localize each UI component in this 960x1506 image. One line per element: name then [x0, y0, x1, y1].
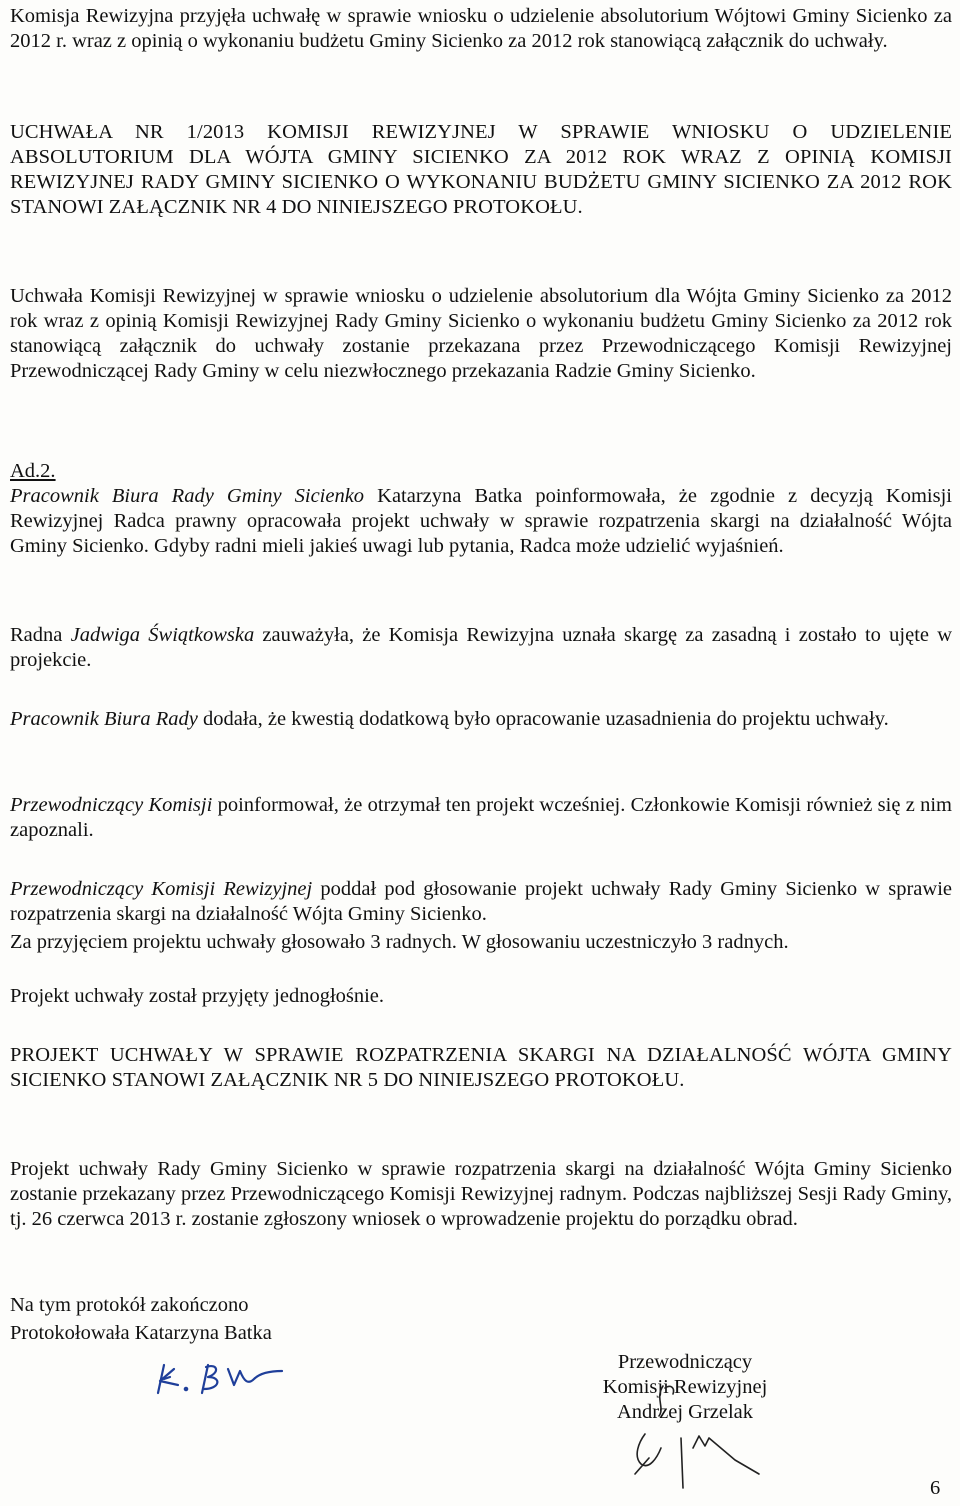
speaker-name: Pracownik Biura Rady Gminy Sicienko — [10, 485, 365, 507]
intro-paragraph: Komisja Rewizyjna przyjęła uchwałę w sprawie wniosku o udzielenie absolutorium Wójtowi Gminy Sicienko za 2012 r. wraz z opinią o wykonaniu budżetu Gminy Sicienko za 2012 rok stanowiącą załącznik do uchwały. — [10, 5, 952, 52]
vote-result-paragraph: Za przyjęciem projektu uchwały głosowało 3 radnych. W głosowaniu uczestniczyło 3 radnych. — [10, 931, 789, 953]
signature-name: Andrzej Grzelak — [616, 1401, 754, 1423]
signature-committee: Komisji Rewizyjnej — [602, 1376, 768, 1398]
resolution-paragraph: Uchwała Komisji Rewizyjnej w sprawie wniosku o udzielenie absolutorium dla Wójta Gminy Sicienko za 2012 rok wraz z opinią Komisji Rewizyjnej Rady Gminy Sicienko o wykonaniu budżetu Gminy Sicienko za 2012 rok stanowiącą załącznik do uchwały zostanie przekazana przez Przewodniczącego Komisji Rewizyjnej Przewodniczącej Rady Gminy w celu niezwłocznego przekazania Radzie Gminy Sicienko. — [10, 285, 952, 382]
paragraph-text: Katarzyna Batka poinformowała, że zgodnie z decyzją Komisji Rewizyjnej Radca prawny opracowała projekt uchwały w sprawie rozpatrzenia skargi na działalność Wójta Gminy Sicienko. Gdyby radni mieli jakieś uwagi lub pytania, Radca może udzielić wyjaśnień. — [10, 485, 952, 557]
speaker-name: Przewodniczący Komisji — [10, 794, 213, 816]
agenda-item-label: Ad.2. — [10, 460, 56, 482]
adopted-paragraph: Projekt uchwały został przyjęty jednogłośnie. — [10, 985, 385, 1007]
dodala-paragraph — [10, 707, 889, 732]
chairman-paragraph — [10, 793, 952, 843]
page-number: 6 — [930, 1477, 941, 1499]
signature-title: Przewodniczący — [617, 1351, 753, 1373]
paragraph-prefix: Radna — [10, 624, 71, 646]
jadwiga-paragraph — [10, 623, 952, 673]
paragraph-text: dodała, że kwestią dodatkową było opracowanie uzasadnienia do projektu uchwały. — [197, 708, 889, 730]
minutes-taker-signature — [150, 1355, 310, 1400]
chairman-signature — [605, 1378, 785, 1488]
project-paragraph: Projekt uchwały Rady Gminy Sicienko w sprawie rozpatrzenia skargi na działalność Wójta Gminy Sicienko zostanie przekazany przez Przewodniczącego Komisji Rewizyjnej radnym. Podczas najbliższej Sesji Rady Gminy, tj. 26 czerwca 2013 r. zostanie zgłoszony wniosek o wprowadzenie projektu do porządku obrad. — [10, 1158, 952, 1230]
resolution-heading-2: PROJEKT UCHWAŁY W SPRAWIE ROZPATRZENIA SKARGI NA DZIAŁALNOŚĆ WÓJTA GMINY SICIENKO STANOWI ZAŁĄCZNIK NR 5 DO NINIEJSZEGO PROTOKOŁU. — [10, 1044, 952, 1091]
closing-line: Na tym protokół zakończono — [10, 1294, 249, 1316]
paragraph-text: zauważyła, że Komisja Rewizyjna uznała skargę za zasadną i zostało to ujęte w projekcie. — [10, 624, 953, 671]
paragraph-text: poinformował, że otrzymał ten projekt wcześniej. Członkowie Komisji również się z nim zapoznali. — [10, 794, 952, 841]
vote-paragraph — [10, 877, 952, 927]
speaker-name: Przewodniczący Komisji Rewizyjnej — [10, 878, 313, 900]
ad2-paragraph — [10, 484, 952, 559]
resolution-heading-1: UCHWAŁA NR 1/2013 KOMISJI REWIZYJNEJ W SPRAWIE WNIOSKU O UDZIELENIE ABSOLUTORIUM DLA WÓJTA GMINY SICIENKO ZA 2012 ROK WRAZ Z OPINIĄ KOMISJI REWIZYJNEJ RADY GMINY SICIENKO O WYKONANIU BUDŻETU GMINY SICIENKO ZA 2012 ROK STANOWI ZAŁĄCZNIK NR 4 DO NINIEJSZEGO PROTOKOŁU. — [10, 121, 952, 218]
paragraph-text: poddał pod głosowanie projekt uchwały Rady Gminy Sicienko w sprawie rozpatrzenia skargi na działalność Wójta Gminy Sicienko. — [10, 878, 952, 925]
minutes-taker-line: Protokołowała Katarzyna Batka — [10, 1322, 272, 1344]
speaker-name: Pracownik Biura Rady — [10, 708, 198, 730]
speaker-name: Jadwiga Świątkowska — [70, 624, 255, 646]
